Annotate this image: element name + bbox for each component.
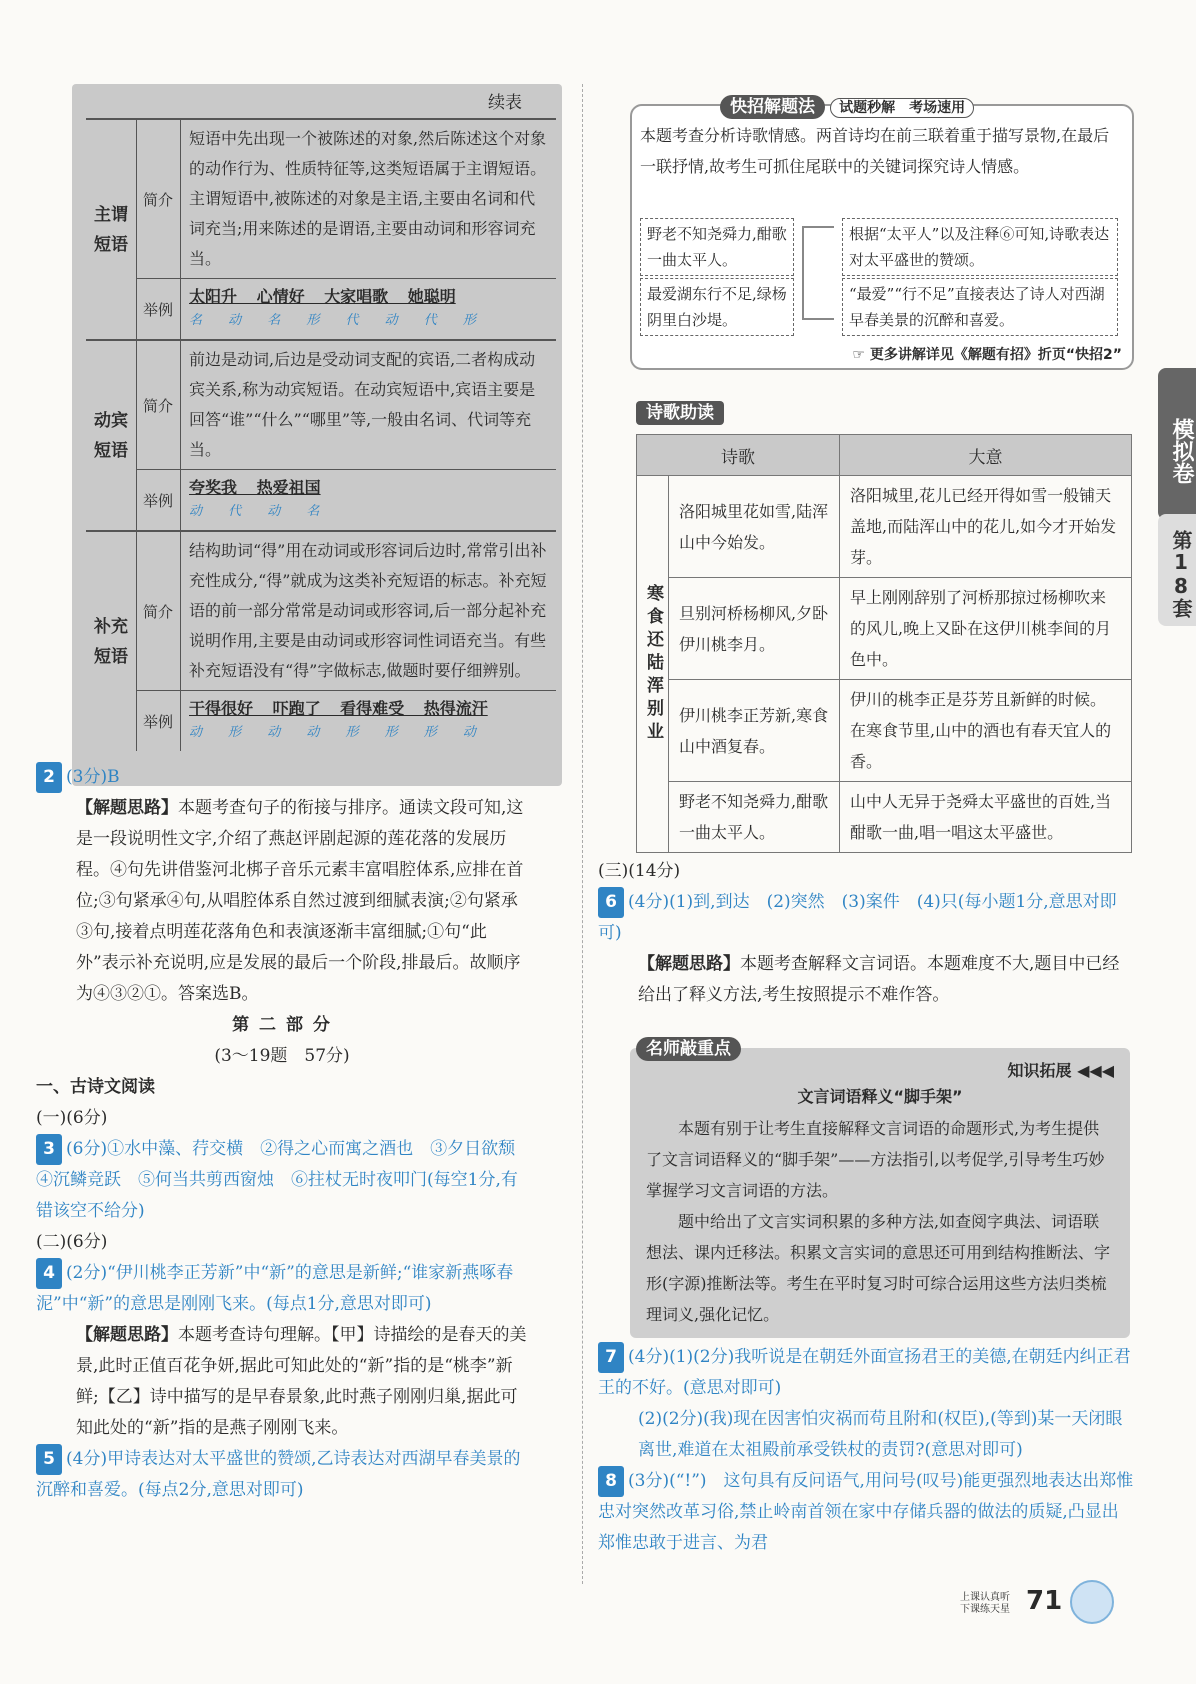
- solution-heading: 【解题思路】: [638, 954, 740, 974]
- example-phrases: 太阳升 心情好 大家唱歌 她聪明: [189, 287, 456, 306]
- q6-solution: 本题考查解释文言词语。本题难度不大,题目中已经给出了释义方法,考生按照提示不难作答。: [638, 954, 1120, 1005]
- teacher-paragraph: 题中给出了文言实词积累的多种方法,如查阅字典法、词语联想法、课内迁移法。积累文言实词的意思还可用到结构推断法、字形(字源)推断法等。考生在平时复习时可综合运用这些方法归类梳理词义,强化记忆。: [646, 1212, 1111, 1324]
- poem-meaning: 洛阳城里,花儿已经开得如雪一般铺天盖地,而陆浑山中的花儿,如今才开始发芽。: [840, 476, 1132, 578]
- side-tab-mock: 模拟卷: [1158, 368, 1196, 520]
- poem-row: [637, 578, 1132, 680]
- poem-line-box: 最爱湖东行不足,绿杨阴里白沙堤。: [640, 278, 794, 336]
- left-answer-column: [36, 762, 533, 1506]
- poem-meaning: 伊川的桃李正是芬芳且新鲜的时候。在寒食节里,山中的酒也有春天宜人的香。: [840, 680, 1132, 782]
- example-label: 举例: [136, 691, 181, 751]
- intro-text: 短语中先出现一个被陈述的对象,然后陈述这个对象的动作行为、性质特征等,这类短语属于主谓短语。主谓短语中,被陈述的对象是主语,主要由名词和代词充当;用来陈述的是谓语,主要由动词和形容词充当。: [189, 129, 547, 268]
- part2-subtitle: (3～19题 57分): [214, 1046, 350, 1066]
- example-phrases: 夸奖我 热爱祖国: [189, 478, 321, 497]
- tips-body: 本题考查分析诗歌情感。两首诗均在前三联着重于描写景物,在最后一联抒情,故考生可抓住尾联中的关键词探究诗人情感。: [640, 126, 1110, 176]
- q2-answer: (3分)B: [66, 767, 120, 787]
- col-header-meaning: 大意: [840, 435, 1132, 476]
- question-number: 6: [598, 887, 624, 918]
- slogan-line: 上课认真听: [960, 1592, 1010, 1603]
- intro-cell: [136, 532, 556, 691]
- slogan-line: 下课练天星: [960, 1604, 1010, 1615]
- phrase-category: 主谓短语: [86, 120, 137, 339]
- question-number: 3: [36, 1134, 62, 1165]
- explanation-box: 根据“太平人”以及注释⑥可知,诗歌表达对太平盛世的赞颂。: [842, 218, 1118, 276]
- poem-help-table: [636, 434, 1132, 853]
- question-number: 5: [36, 1444, 62, 1475]
- q4-solution: 本题考查诗句理解。【甲】诗描绘的是春天的美景,此时正值百花争妍,据此可知此处的“新”指的是“桃李”新鲜;【乙】诗中描写的是早春景象,此时燕子刚刚归巢,据此可知此处的“新”指的是燕子刚刚飞来。: [76, 1325, 527, 1438]
- phrase-row: [86, 339, 556, 530]
- q2-solution: 本题考查句子的衔接与排序。通读文段可知,这是一段说明性文字,介绍了燕赵评剧起源的莲花落的发展历程。④句先讲借鉴河北梆子音乐元素丰富唱腔体系,应排在首位;③句紧承④句,从唱腔体系自然过渡到细腻表演;②句紧承③句,接着点明莲花落角色和表演逐渐丰富细腻;①句“此外”表示补充说明,应是发展的最后一个阶段,排最后。故顺序为④③②①。答案选B。: [76, 798, 524, 1004]
- example-label: 举例: [136, 279, 181, 339]
- subsection-title: (二)(6分): [36, 1232, 108, 1252]
- question-number: 7: [598, 1342, 624, 1373]
- question-number: 8: [598, 1466, 624, 1497]
- q7-answer: (4分)(1)(2分)我听说是在朝廷外面宣扬君王的美德,在朝廷内纠正君王的不好。(意思对即可): [598, 1347, 1131, 1398]
- right-answer-block-1: [598, 856, 1134, 1011]
- intro-label: 简介: [136, 532, 181, 690]
- parts-of-speech: 动 形 动 动 形 形 形 动: [189, 725, 476, 740]
- poem-lines: 野老不知尧舜力,酣歌一曲太平人。: [669, 782, 840, 853]
- q6-answer: (4分)(1)到,到达 (2)突然 (3)案件 (4)只(每小题1分,意思对即可): [598, 892, 1117, 943]
- phrase-row: [86, 118, 556, 339]
- side-tab-set: 第18套: [1158, 514, 1196, 626]
- q7-answer-part2: (2)(2分)(我)现在因害怕灾祸而苟且附和(权臣),(等到)某一天闭眼离世,难道在太祖殿前承受铁杖的责罚?(意思对即可): [638, 1409, 1123, 1460]
- solution-heading: 【解题思路】: [76, 1325, 178, 1345]
- section-title: 一、古诗文阅读: [36, 1077, 155, 1097]
- page-number: 71: [1026, 1586, 1063, 1616]
- intro-cell: [136, 341, 556, 470]
- phrase-row: [86, 530, 556, 751]
- explanation-box: “最爱”“行不足”直接表达了诗人对西湖早春美景的沉醉和喜爱。: [842, 278, 1118, 336]
- teacher-header: [636, 1034, 741, 1059]
- more-link-text: 更多讲解详见《解题有招》折页“快招2”: [869, 347, 1122, 363]
- poem-meaning: 山中人无异于尧舜太平盛世的百姓,当酣歌一曲,唱一唱这太平盛世。: [840, 782, 1132, 853]
- right-answer-block-2: [598, 1342, 1134, 1559]
- phrase-category: 补充短语: [86, 532, 137, 751]
- footer-slogan: [960, 1592, 1010, 1616]
- poem-help-header: [636, 398, 724, 423]
- q4-answer: (2分)“伊川桃李正芳新”中“新”的意思是新鲜;“谁家新燕啄春泥”中“新”的意思是刚刚飞来。(每点1分,意思对即可): [36, 1263, 514, 1314]
- poem-lines: 洛阳城里花如雪,陆浑山中今始发。: [669, 476, 840, 578]
- q3-answer: (6分)①水中藻、荇交横 ②得之心而寓之酒也 ③夕日欲颓 ④沉鳞竞跃 ⑤何当共剪西窗烛 ⑥拄杖无时夜叩门(每空1分,有错该空不给分): [36, 1139, 533, 1221]
- question-number: 2: [36, 762, 62, 793]
- star-mascot-icon: [1070, 1580, 1114, 1624]
- parts-of-speech: 名 动 名 形 代 动 代 形: [189, 313, 476, 328]
- poem-lines: 旦别河桥杨柳风,夕卧伊川桃李月。: [669, 578, 840, 680]
- question-number: 4: [36, 1258, 62, 1289]
- teacher-heading: 文言词语释义“脚手架”: [797, 1087, 963, 1106]
- part2-title: 第 二 部 分: [232, 1015, 332, 1035]
- intro-text: 结构助词“得”用在动词或形容词后边时,常常引出补充性成分,“得”就成为这类补充短语的标志。补充短语的前一部分常常是动词或形容词,后一部分起补充说明作用,主要是由动词或形容词性词语充当。有些补充短语没有“得”字做标志,做题时要仔细辨别。: [189, 541, 547, 680]
- knowledge-tag-label: 知识拓展: [1007, 1061, 1072, 1080]
- poem-lines: 伊川桃李正芳新,寒食山中酒复春。: [669, 680, 840, 782]
- phrase-category: 动宾短语: [86, 341, 137, 530]
- tips-header: [720, 92, 974, 117]
- subsection-title: (一)(6分): [36, 1108, 108, 1128]
- phrase-type-table: [72, 84, 562, 786]
- example-cell: [136, 279, 556, 339]
- intro-label: 简介: [136, 120, 181, 278]
- continued-label: 续表: [488, 93, 522, 113]
- teacher-paragraph: 本题有别于让考生直接解释文言词语的命题形式,为考生提供了文言词语释义的“脚手架”——方法指引,以考促学,引导考生巧妙掌握学习文言词语的方法。: [646, 1119, 1105, 1200]
- subsection-title: (三)(14分): [598, 861, 681, 881]
- knowledge-tag: 知识拓展 ◀◀◀: [1007, 1061, 1114, 1080]
- solution-heading: 【解题思路】: [76, 798, 178, 818]
- intro-text: 前边是动词,后边是受动词支配的宾语,二者构成动宾关系,称为动宾短语。在动宾短语中,宾语主要是回答“谁”“什么”“哪里”等,一般由名词、代词等充当。: [189, 350, 536, 459]
- tips-title: 快招解题法: [720, 95, 825, 119]
- poem-title: 寒食还陆浑别业: [637, 476, 669, 853]
- poem-help-title: 诗歌助读: [636, 401, 724, 425]
- poem-meaning: 早上刚刚辞别了河桥那掠过杨柳吹来的风儿,晚上又卧在这伊川桃李间的月色中。: [840, 578, 1132, 680]
- example-phrases: 干得很好 吓跑了 看得难受 热得流汗: [189, 699, 488, 718]
- intro-label: 简介: [136, 341, 181, 469]
- teacher-box: [630, 1048, 1130, 1338]
- q5-answer: (4分)甲诗表达对太平盛世的赞颂,乙诗表达对西湖早春美景的沉醉和喜爱。(每点2分,意思对即可): [36, 1449, 521, 1500]
- column-divider: [582, 84, 583, 1584]
- parts-of-speech: 动 代 动 名: [189, 504, 320, 519]
- example-cell: [136, 691, 556, 751]
- example-cell: [136, 470, 556, 530]
- example-label: 举例: [136, 470, 181, 530]
- poem-row: [637, 782, 1132, 853]
- q8-answer: (3分)(“!”) 这句具有反问语气,用问号(叹号)能更强烈地表达出郑惟忠对突然改革习俗,禁止岭南首领在家中存储兵器的做法的质疑,凸显出郑惟忠敢于进言、为君: [598, 1471, 1134, 1553]
- tips-subtitle: 试题秒解 考场速用: [830, 98, 974, 118]
- poem-row: [637, 680, 1132, 782]
- poem-line-box: 野老不知尧舜力,酣歌一曲太平人。: [640, 218, 794, 276]
- col-header-poem: 诗歌: [637, 435, 840, 476]
- tips-box: [630, 104, 1134, 370]
- intro-cell: [136, 120, 556, 279]
- more-link[interactable]: ☞ 更多讲解详见《解题有招》折页“快招2”: [852, 347, 1122, 363]
- poem-row: [637, 476, 1132, 578]
- connector-lines: [802, 226, 834, 320]
- teacher-title: 名师敲重点: [636, 1037, 741, 1061]
